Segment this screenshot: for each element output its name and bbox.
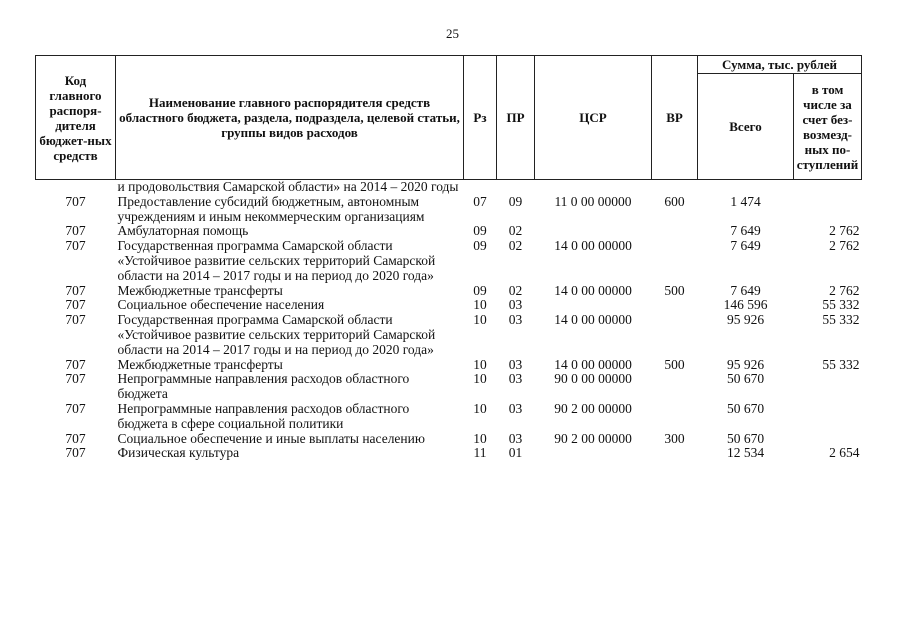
row-csr: 11 0 00 00000 <box>554 193 632 209</box>
row-csr: 14 0 00 00000 <box>554 238 632 254</box>
row-code: 707 <box>65 312 86 328</box>
row-pr: 03 <box>508 430 523 446</box>
row-csr <box>535 298 652 313</box>
table-row <box>36 402 862 432</box>
row-name: Государственная программа Самарской области «Устойчивое развитие сельских территорий Самарской области на 2014 – 2017 годы и на период до 2020 года» <box>117 312 436 357</box>
row-free: 2 762 <box>829 282 860 298</box>
table-row <box>36 284 862 299</box>
row-vr: 600 <box>664 193 685 209</box>
row-vr <box>652 313 698 357</box>
row-rz: 10 <box>473 371 487 387</box>
row-pr: 03 <box>508 400 523 416</box>
row-rz: 09 <box>473 238 487 254</box>
row-free <box>794 180 862 195</box>
row-code: 707 <box>65 400 86 416</box>
row-name: Социальное обеспечение населения <box>117 297 325 313</box>
row-total: 12 534 <box>726 445 765 461</box>
row-code: 707 <box>65 430 86 446</box>
row-vr <box>652 372 698 402</box>
row-free <box>794 402 862 432</box>
row-free: 55 332 <box>822 312 860 328</box>
row-pr: 03 <box>508 356 523 372</box>
row-csr <box>535 446 652 461</box>
row-rz: 09 <box>473 223 487 239</box>
row-rz: 11 <box>473 445 487 461</box>
table-row <box>36 446 862 461</box>
row-free: 2 762 <box>829 223 860 239</box>
row-rz: 10 <box>473 356 487 372</box>
row-code: 707 <box>65 223 86 239</box>
row-code: 707 <box>65 371 86 387</box>
row-vr <box>652 298 698 313</box>
row-total: 7 649 <box>730 223 761 239</box>
header-rz: Рз <box>464 56 497 180</box>
row-total: 95 926 <box>726 356 765 372</box>
row-free <box>794 372 862 402</box>
row-vr <box>652 239 698 283</box>
row-pr: 02 <box>508 223 523 239</box>
table-row <box>36 195 862 225</box>
row-csr <box>535 224 652 239</box>
header-free: в том числе за счет без-возмезд-ных по-ступлений <box>794 74 862 180</box>
table-row <box>36 432 862 447</box>
row-total: 7 649 <box>730 282 761 298</box>
row-rz: 10 <box>473 312 487 328</box>
row-rz: 10 <box>473 297 487 313</box>
row-csr: 90 0 00 00000 <box>554 371 632 387</box>
row-name: Межбюджетные трансферты <box>117 356 283 372</box>
row-code: 707 <box>65 193 86 209</box>
row-vr: 500 <box>664 356 685 372</box>
row-free <box>794 195 862 225</box>
row-csr: 14 0 00 00000 <box>554 282 632 298</box>
row-free: 55 332 <box>822 356 860 372</box>
header-sum: Сумма, тыс. рублей <box>698 56 862 74</box>
row-rz: 10 <box>473 430 487 446</box>
row-code: 707 <box>65 356 86 372</box>
header-total: Всего <box>698 74 794 180</box>
header-vr: ВР <box>652 56 698 180</box>
table-row <box>36 313 862 357</box>
row-pr: 01 <box>508 445 523 461</box>
row-csr <box>535 180 652 195</box>
row-vr: 500 <box>664 282 685 298</box>
header-name: Наименование главного распорядителя средств областного бюджета, раздела, подраздела, целевой статьи, группы видов расходов <box>116 56 464 180</box>
header-code: Код главного распоря-дителя бюджет-ных средств <box>36 56 116 180</box>
table-row <box>36 372 862 402</box>
row-total: 50 670 <box>726 430 765 446</box>
row-pr: 03 <box>508 371 523 387</box>
row-rz: 09 <box>473 282 487 298</box>
row-code: 707 <box>65 297 86 313</box>
row-total <box>698 180 794 195</box>
table-row <box>36 224 862 239</box>
row-name: Непрограммные направления расходов областного бюджета <box>117 371 410 402</box>
row-total: 50 670 <box>726 371 765 387</box>
row-vr <box>652 446 698 461</box>
row-name: Социальное обеспечение и иные выплаты населению <box>117 430 425 446</box>
row-name: Межбюджетные трансферты <box>117 282 283 298</box>
row-total: 146 596 <box>723 297 768 313</box>
row-name: и продовольствия Самарской области» на 2014 – 2020 годы <box>117 179 459 194</box>
row-free <box>794 432 862 447</box>
row-free: 2 654 <box>829 445 860 461</box>
row-free: 55 332 <box>822 297 860 313</box>
row-total: 50 670 <box>726 400 765 416</box>
row-code: 707 <box>65 445 86 461</box>
row-total: 7 649 <box>730 238 761 254</box>
row-name: Непрограммные направления расходов областного бюджета в сфере социальной политики <box>117 400 410 431</box>
row-vr <box>652 224 698 239</box>
row-total: 95 926 <box>726 312 765 328</box>
row-rz <box>464 180 497 195</box>
row-pr: 09 <box>508 193 523 209</box>
row-vr <box>652 180 698 195</box>
row-pr: 03 <box>508 312 523 328</box>
row-code: 707 <box>65 282 86 298</box>
table-row <box>36 298 862 313</box>
row-csr: 14 0 00 00000 <box>554 312 632 328</box>
table-row <box>36 358 862 373</box>
table-header <box>36 56 862 180</box>
row-code: 707 <box>65 238 86 254</box>
row-vr: 300 <box>664 430 685 446</box>
page-number: 25 <box>446 26 459 41</box>
table-body <box>36 180 862 462</box>
row-rz: 10 <box>473 400 487 416</box>
row-csr: 90 2 00 00000 <box>554 400 632 416</box>
row-pr: 03 <box>508 297 523 313</box>
row-rz: 07 <box>473 193 487 209</box>
row-pr <box>497 180 535 195</box>
row-total: 1 474 <box>730 193 761 209</box>
row-vr <box>652 402 698 432</box>
row-name: Амбулаторная помощь <box>117 223 249 239</box>
row-free: 2 762 <box>829 238 860 254</box>
budget-table <box>35 55 862 461</box>
row-code <box>36 180 116 195</box>
row-name: Предоставление субсидий бюджетным, автономным учреждениям и иным некоммерческим организациям <box>117 193 425 224</box>
table-row <box>36 180 862 195</box>
header-csr: ЦСР <box>535 56 652 180</box>
row-name: Физическая культура <box>117 445 240 461</box>
row-pr: 02 <box>508 282 523 298</box>
row-csr: 90 2 00 00000 <box>554 430 632 446</box>
row-name: Государственная программа Самарской области «Устойчивое развитие сельских территорий Самарской области на 2014 – 2017 годы и на период до 2020 года» <box>117 238 436 283</box>
table-row <box>36 239 862 283</box>
row-csr: 14 0 00 00000 <box>554 356 632 372</box>
header-pr: ПР <box>497 56 535 180</box>
row-pr: 02 <box>508 238 523 254</box>
